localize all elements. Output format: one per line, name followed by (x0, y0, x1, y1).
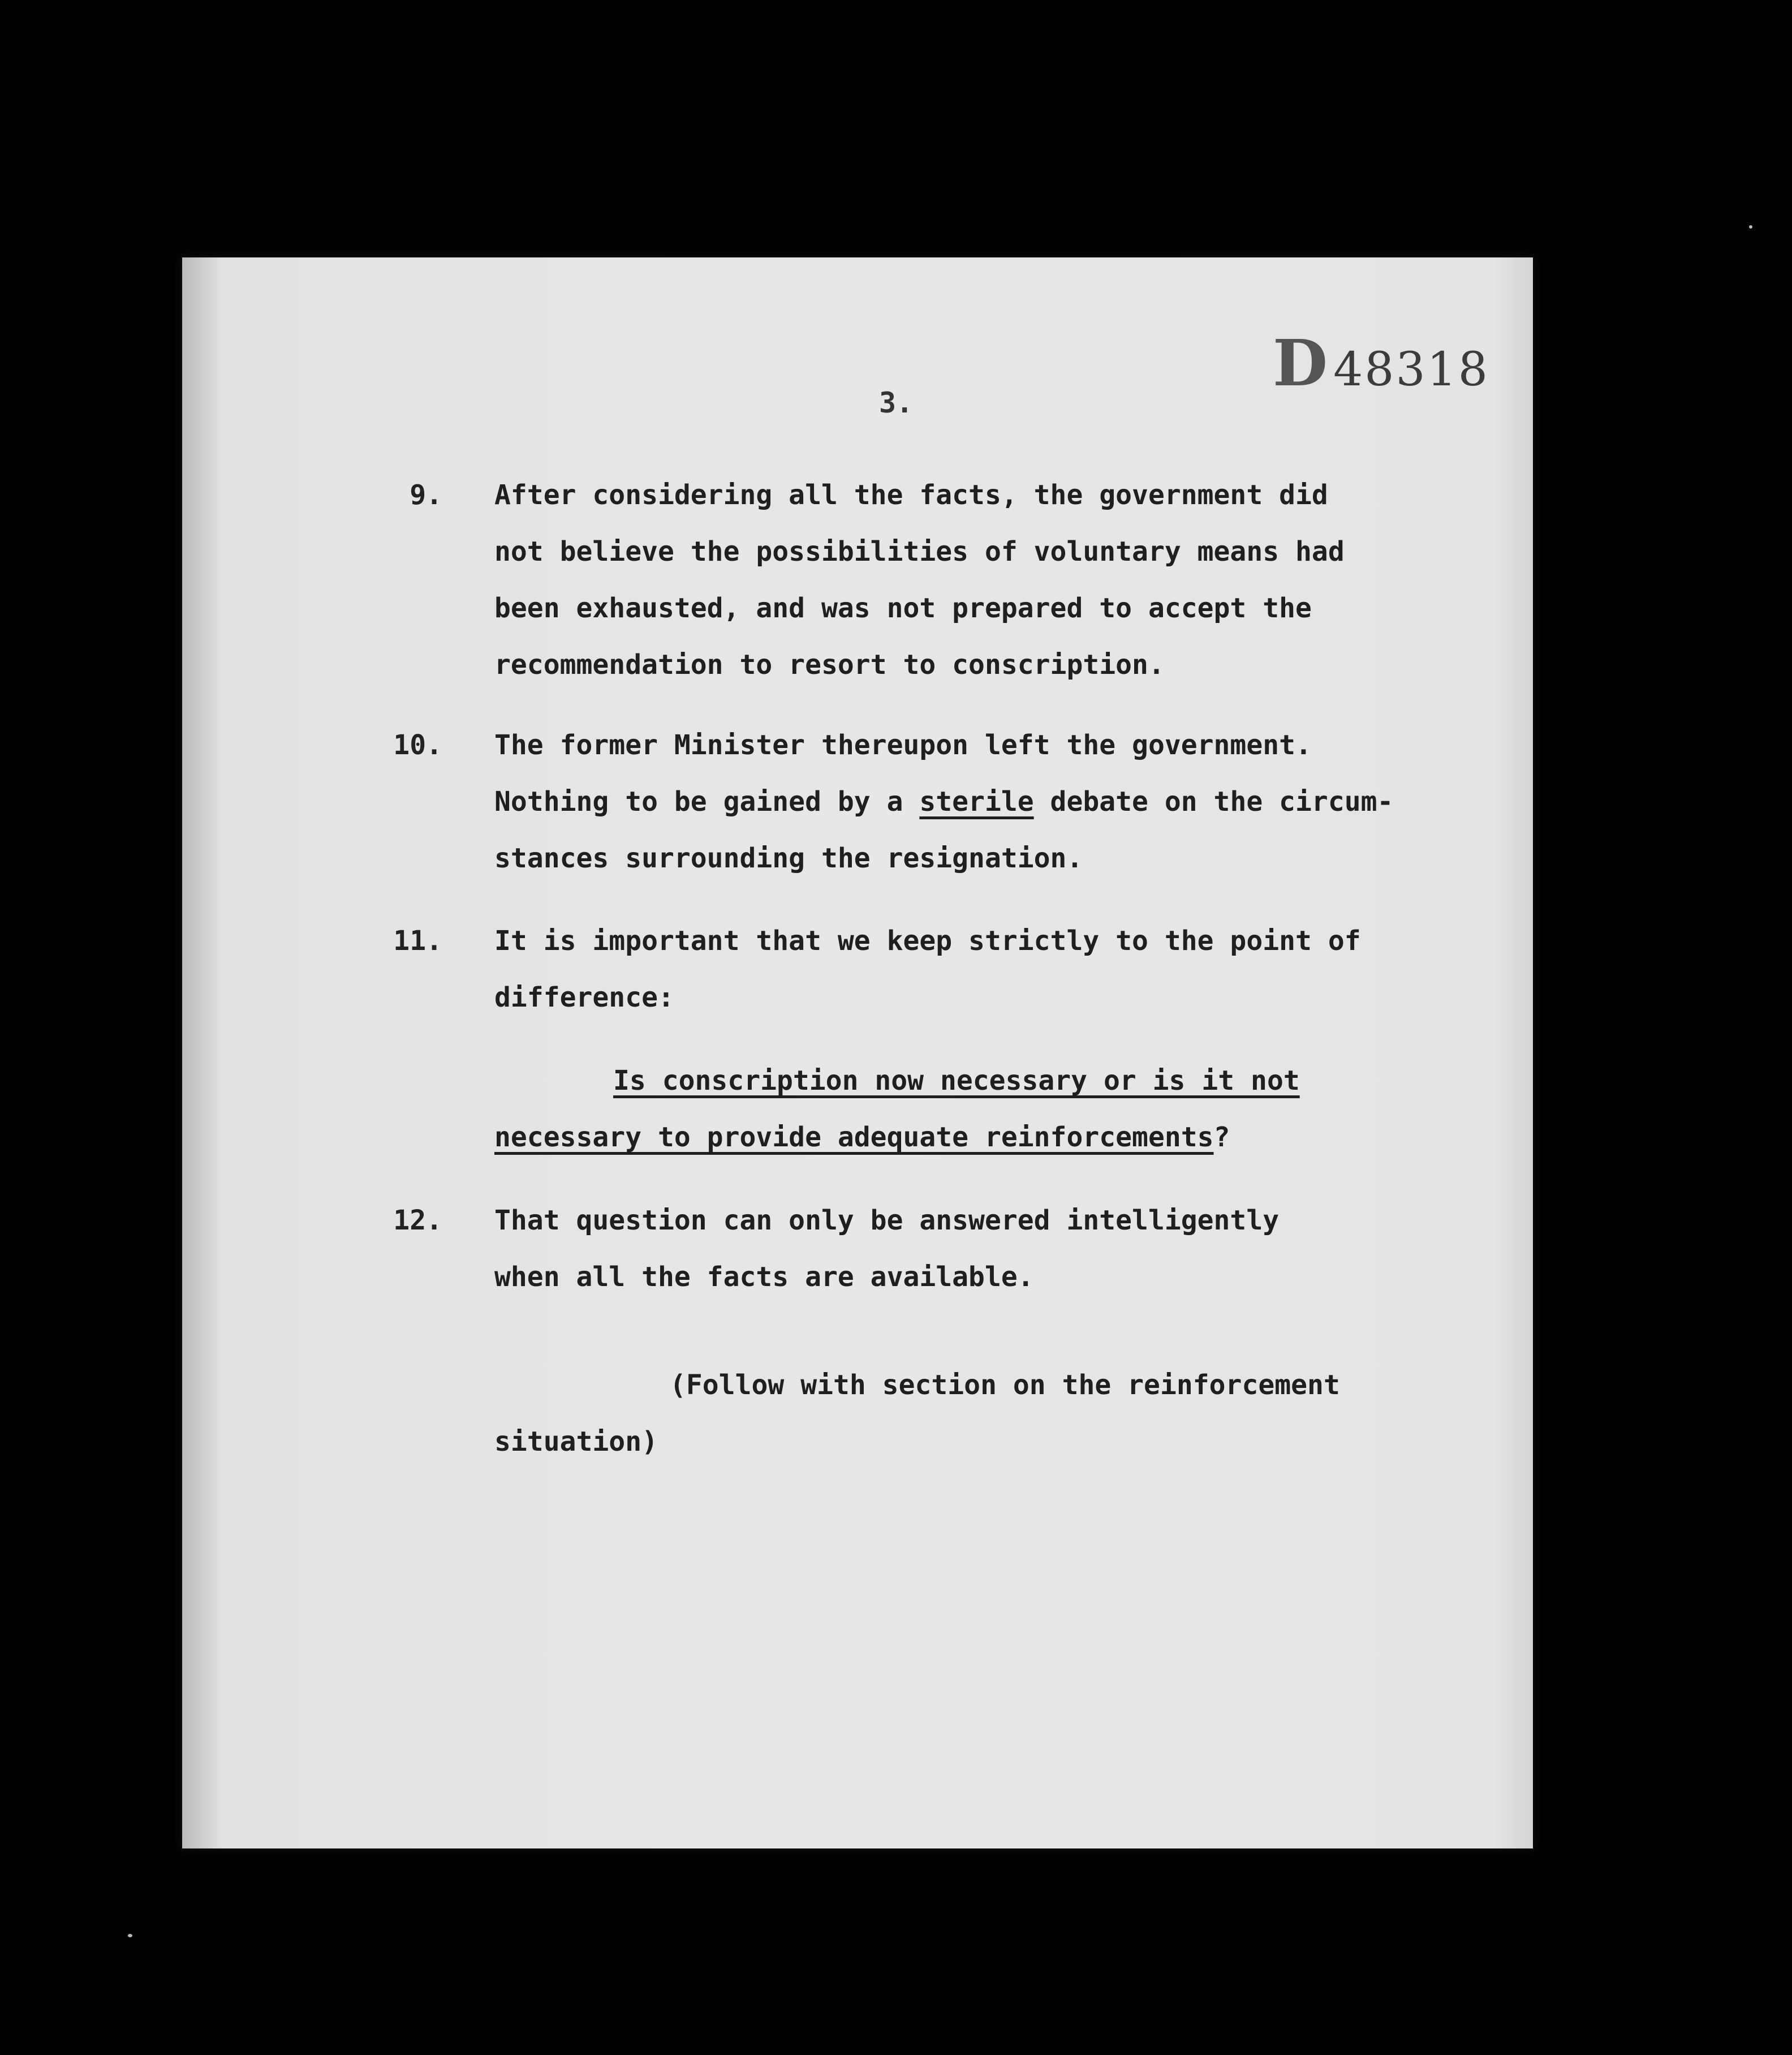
text-segment: Nothing to be gained by a (494, 786, 920, 818)
paragraph-number: 9. (410, 479, 442, 511)
key-question (494, 1052, 1456, 1166)
text-line: It is important that we keep strictly to the point of (494, 925, 1361, 957)
closing-note (494, 1357, 1456, 1470)
text-line: The former Minister thereupon left the government. (494, 729, 1312, 761)
question-line: necessary to provide adequate reinforcements (494, 1121, 1214, 1153)
text-line: been exhausted, and was not prepared to accept the (494, 592, 1312, 624)
note-line: situation) (494, 1426, 658, 1458)
text-line: when all the facts are available. (494, 1261, 1034, 1293)
paragraph-number: 10. (393, 729, 442, 761)
question-line: Is conscription now necessary or is it not (613, 1065, 1300, 1097)
stamp-letter: D (1273, 326, 1328, 401)
paragraph-number: 11. (393, 925, 442, 957)
paragraph-number: 12. (393, 1205, 442, 1236)
question-mark: ? (1213, 1121, 1230, 1153)
text-segment: debate on the circum- (1033, 786, 1394, 818)
paragraph-text (494, 913, 1456, 1026)
archive-stamp (1273, 326, 1489, 401)
text-line: After considering all the facts, the government did (494, 479, 1328, 511)
stamp-number: 48318 (1333, 343, 1489, 397)
document-page (182, 257, 1533, 1848)
page-shadow-edge (182, 257, 222, 1848)
film-speck (1749, 225, 1752, 229)
paragraph-text (494, 1192, 1456, 1305)
page-number: 3. (879, 386, 914, 419)
note-line: (Follow with section on the reinforcement (670, 1369, 1340, 1401)
underlined-word: sterile (919, 786, 1034, 818)
text-line: stances surrounding the resignation. (494, 842, 1083, 874)
text-line (494, 773, 1456, 830)
film-speck (128, 1934, 132, 1937)
paragraph-text (494, 467, 1456, 693)
text-line: difference: (494, 982, 674, 1013)
text-line: That question can only be answered intelligently (494, 1205, 1280, 1236)
text-line: not believe the possibilities of voluntary means had (494, 536, 1345, 568)
text-line: recommendation to resort to conscription. (494, 649, 1165, 681)
paragraph-text (494, 717, 1456, 887)
